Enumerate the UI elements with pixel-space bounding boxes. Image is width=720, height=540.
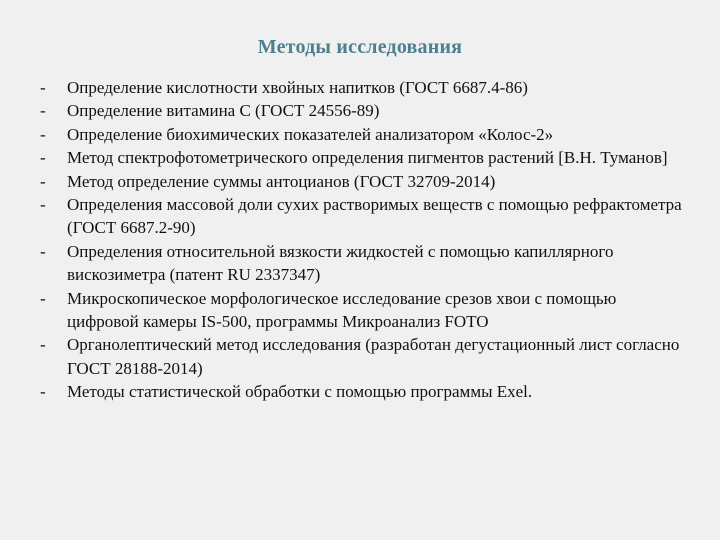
list-item: [40, 99, 690, 122]
list-item: [40, 76, 690, 99]
list-item: [40, 240, 690, 287]
list-item-text: Методы статистической обработки с помощью программы Exel.: [67, 382, 533, 402]
bullet-dash: -: [40, 124, 46, 144]
list-item: [40, 123, 690, 146]
list-item-text: Определения относительной вязкости жидкостей с помощью капиллярного вискозиметра (патент RU 2337347): [67, 241, 614, 285]
methods-list: [40, 76, 690, 404]
list-item-text: Метод спектрофотометрического определения пигментов растений [В.Н. Туманов]: [67, 148, 668, 168]
bullet-dash: -: [40, 288, 46, 308]
slide-title: Методы исследования: [257, 36, 463, 58]
bullet-dash: -: [40, 335, 46, 355]
list-item-text: Определения массовой доли сухих растворимых веществ с помощью рефрактометра (ГОСТ 6687.2-90): [67, 195, 682, 238]
list-item: [40, 146, 690, 169]
list-item-text: Определение биохимических показателей анализатором «Колос-2»: [67, 124, 554, 144]
list-item-text: Определение витамина С (ГОСТ 24556-89): [67, 101, 380, 121]
list-item: [40, 333, 690, 380]
bullet-dash: -: [40, 195, 46, 215]
bullet-dash: -: [40, 382, 46, 402]
list-item: [40, 287, 690, 334]
list-item-text: Микроскопическое морфологическое исследование срезов хвои с помощью цифровой камеры IS-500, программы Микроанализ FOTO: [67, 288, 617, 332]
list-item-text: Метод определение суммы антоцианов (ГОСТ 32709-2014): [67, 171, 496, 191]
list-item: [40, 380, 690, 403]
bullet-dash: -: [40, 148, 46, 168]
list-item: [40, 193, 690, 240]
bullet-dash: -: [40, 241, 46, 261]
bullet-dash: -: [40, 171, 46, 191]
list-item-text: Органолептический метод исследования (разработан дегустационный лист согласно ГОСТ 28188-2014): [67, 335, 680, 378]
bullet-dash: -: [40, 101, 46, 121]
bullet-dash: -: [40, 78, 46, 97]
list-item: [40, 170, 690, 193]
list-item-text: Определение кислотности хвойных напитков (ГОСТ 6687.4-86): [67, 78, 528, 97]
